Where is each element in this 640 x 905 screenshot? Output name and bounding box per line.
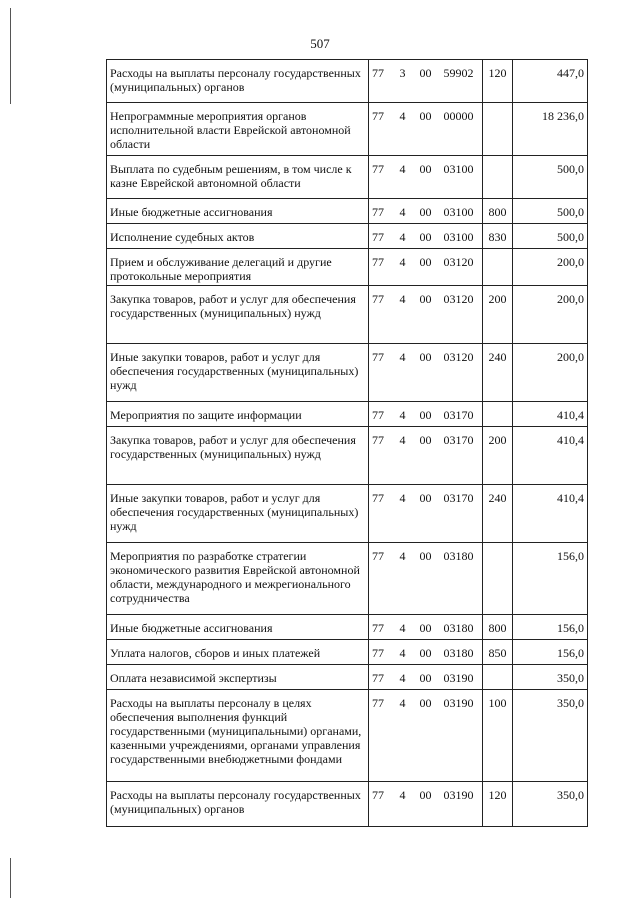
code-subsection: 4 — [397, 344, 417, 402]
table-row — [107, 427, 588, 485]
code-target: 77 — [369, 156, 397, 199]
table-row — [107, 782, 588, 827]
code-direction: 00 — [417, 615, 441, 640]
row-name: Расходы на выплаты персоналу в целях обеспечения выполнения функций государственными (муниципальными) органами, казенными учреждениями, органами управления государственными внебюджетными фондами — [107, 690, 369, 782]
expense-type-code — [483, 249, 513, 286]
code-direction: 00 — [417, 156, 441, 199]
row-name: Непрограммные мероприятия органов исполнительной власти Еврейской автономной области — [107, 103, 369, 156]
code-item: 03100 — [441, 199, 483, 224]
code-subsection: 4 — [397, 640, 417, 665]
code-direction: 00 — [417, 665, 441, 690]
row-name: Закупка товаров, работ и услуг для обеспечения государственных (муниципальных) нужд — [107, 427, 369, 485]
expense-type-code: 120 — [483, 782, 513, 827]
code-direction: 00 — [417, 199, 441, 224]
expense-type-code — [483, 103, 513, 156]
code-target: 77 — [369, 344, 397, 402]
code-item: 03120 — [441, 286, 483, 344]
code-item: 03180 — [441, 615, 483, 640]
amount: 350,0 — [513, 690, 588, 782]
amount: 500,0 — [513, 224, 588, 249]
row-name: Закупка товаров, работ и услуг для обеспечения государственных (муниципальных) нужд — [107, 286, 369, 344]
row-name: Расходы на выплаты персоналу государственных (муниципальных) органов — [107, 60, 369, 103]
code-item: 03190 — [441, 782, 483, 827]
code-target: 77 — [369, 286, 397, 344]
code-target: 77 — [369, 690, 397, 782]
expense-type-code — [483, 402, 513, 427]
row-name: Расходы на выплаты персоналу государственных (муниципальных) органов — [107, 782, 369, 827]
code-direction: 00 — [417, 690, 441, 782]
code-subsection: 4 — [397, 199, 417, 224]
code-target: 77 — [369, 782, 397, 827]
expense-type-code: 100 — [483, 690, 513, 782]
code-item: 03170 — [441, 485, 483, 543]
code-item: 03190 — [441, 665, 483, 690]
code-subsection: 4 — [397, 286, 417, 344]
table-row — [107, 103, 588, 156]
code-item: 59902 — [441, 60, 483, 103]
code-subsection: 4 — [397, 690, 417, 782]
expense-type-code: 830 — [483, 224, 513, 249]
code-item: 03180 — [441, 640, 483, 665]
table-row — [107, 640, 588, 665]
table-row — [107, 665, 588, 690]
page-number: 507 — [310, 36, 330, 51]
expense-type-code: 240 — [483, 344, 513, 402]
code-subsection: 4 — [397, 485, 417, 543]
code-item: 03180 — [441, 543, 483, 615]
code-target: 77 — [369, 427, 397, 485]
expense-type-code — [483, 156, 513, 199]
code-target: 77 — [369, 60, 397, 103]
expense-type-code: 120 — [483, 60, 513, 103]
table-row — [107, 156, 588, 199]
code-direction: 00 — [417, 249, 441, 286]
expense-type-code — [483, 543, 513, 615]
expense-type-code: 200 — [483, 427, 513, 485]
code-subsection: 3 — [397, 60, 417, 103]
row-name: Иные бюджетные ассигнования — [107, 615, 369, 640]
expense-type-code — [483, 665, 513, 690]
amount: 156,0 — [513, 543, 588, 615]
code-target: 77 — [369, 199, 397, 224]
table-row — [107, 615, 588, 640]
code-direction: 00 — [417, 640, 441, 665]
code-direction: 00 — [417, 543, 441, 615]
code-subsection: 4 — [397, 615, 417, 640]
expense-type-code: 240 — [483, 485, 513, 543]
code-item: 00000 — [441, 103, 483, 156]
table-row — [107, 286, 588, 344]
code-target: 77 — [369, 485, 397, 543]
expense-type-code: 800 — [483, 615, 513, 640]
code-subsection: 4 — [397, 665, 417, 690]
expense-type-code: 800 — [483, 199, 513, 224]
code-item: 03100 — [441, 224, 483, 249]
code-target: 77 — [369, 640, 397, 665]
amount: 350,0 — [513, 665, 588, 690]
code-item: 03170 — [441, 427, 483, 485]
table-body — [107, 60, 588, 827]
row-name: Прием и обслуживание делегаций и другие протокольные мероприятия — [107, 249, 369, 286]
code-direction: 00 — [417, 60, 441, 103]
amount: 156,0 — [513, 615, 588, 640]
code-direction: 00 — [417, 224, 441, 249]
code-direction: 00 — [417, 286, 441, 344]
code-direction: 00 — [417, 103, 441, 156]
code-subsection: 4 — [397, 224, 417, 249]
table-row — [107, 60, 588, 103]
code-subsection: 4 — [397, 156, 417, 199]
code-target: 77 — [369, 103, 397, 156]
code-subsection: 4 — [397, 249, 417, 286]
code-subsection: 4 — [397, 103, 417, 156]
code-direction: 00 — [417, 402, 441, 427]
table-row — [107, 690, 588, 782]
budget-table — [106, 59, 588, 827]
margin-line-bottom — [10, 858, 11, 898]
row-name: Мероприятия по разработке стратегии экономического развития Еврейской автономной области, международного и межрегионального сотрудничества — [107, 543, 369, 615]
amount: 200,0 — [513, 344, 588, 402]
expense-type-code: 200 — [483, 286, 513, 344]
code-item: 03120 — [441, 249, 483, 286]
code-item: 03190 — [441, 690, 483, 782]
code-item: 03100 — [441, 156, 483, 199]
code-target: 77 — [369, 615, 397, 640]
row-name: Иные закупки товаров, работ и услуг для обеспечения государственных (муниципальных) нужд — [107, 344, 369, 402]
code-subsection: 4 — [397, 782, 417, 827]
amount: 500,0 — [513, 156, 588, 199]
code-subsection: 4 — [397, 402, 417, 427]
code-target: 77 — [369, 224, 397, 249]
code-target: 77 — [369, 249, 397, 286]
table-row — [107, 543, 588, 615]
table-row — [107, 224, 588, 249]
code-direction: 00 — [417, 782, 441, 827]
code-item: 03120 — [441, 344, 483, 402]
amount: 410,4 — [513, 427, 588, 485]
table-row — [107, 344, 588, 402]
code-subsection: 4 — [397, 543, 417, 615]
table-row — [107, 485, 588, 543]
row-name: Исполнение судебных актов — [107, 224, 369, 249]
expense-type-code: 850 — [483, 640, 513, 665]
amount: 410,4 — [513, 402, 588, 427]
amount: 410,4 — [513, 485, 588, 543]
table-row — [107, 402, 588, 427]
row-name: Оплата независимой экспертизы — [107, 665, 369, 690]
amount: 200,0 — [513, 286, 588, 344]
row-name: Выплата по судебным решениям, в том числе к казне Еврейской автономной области — [107, 156, 369, 199]
row-name: Мероприятия по защите информации — [107, 402, 369, 427]
code-item: 03170 — [441, 402, 483, 427]
amount: 200,0 — [513, 249, 588, 286]
row-name: Иные бюджетные ассигнования — [107, 199, 369, 224]
amount: 18 236,0 — [513, 103, 588, 156]
row-name: Иные закупки товаров, работ и услуг для обеспечения государственных (муниципальных) нужд — [107, 485, 369, 543]
amount: 350,0 — [513, 782, 588, 827]
table-row — [107, 249, 588, 286]
margin-line-top — [10, 8, 11, 104]
code-target: 77 — [369, 665, 397, 690]
amount: 500,0 — [513, 199, 588, 224]
code-subsection: 4 — [397, 427, 417, 485]
code-direction: 00 — [417, 344, 441, 402]
code-direction: 00 — [417, 427, 441, 485]
code-target: 77 — [369, 402, 397, 427]
code-direction: 00 — [417, 485, 441, 543]
table-row — [107, 199, 588, 224]
amount: 447,0 — [513, 60, 588, 103]
amount: 156,0 — [513, 640, 588, 665]
code-target: 77 — [369, 543, 397, 615]
row-name: Уплата налогов, сборов и иных платежей — [107, 640, 369, 665]
